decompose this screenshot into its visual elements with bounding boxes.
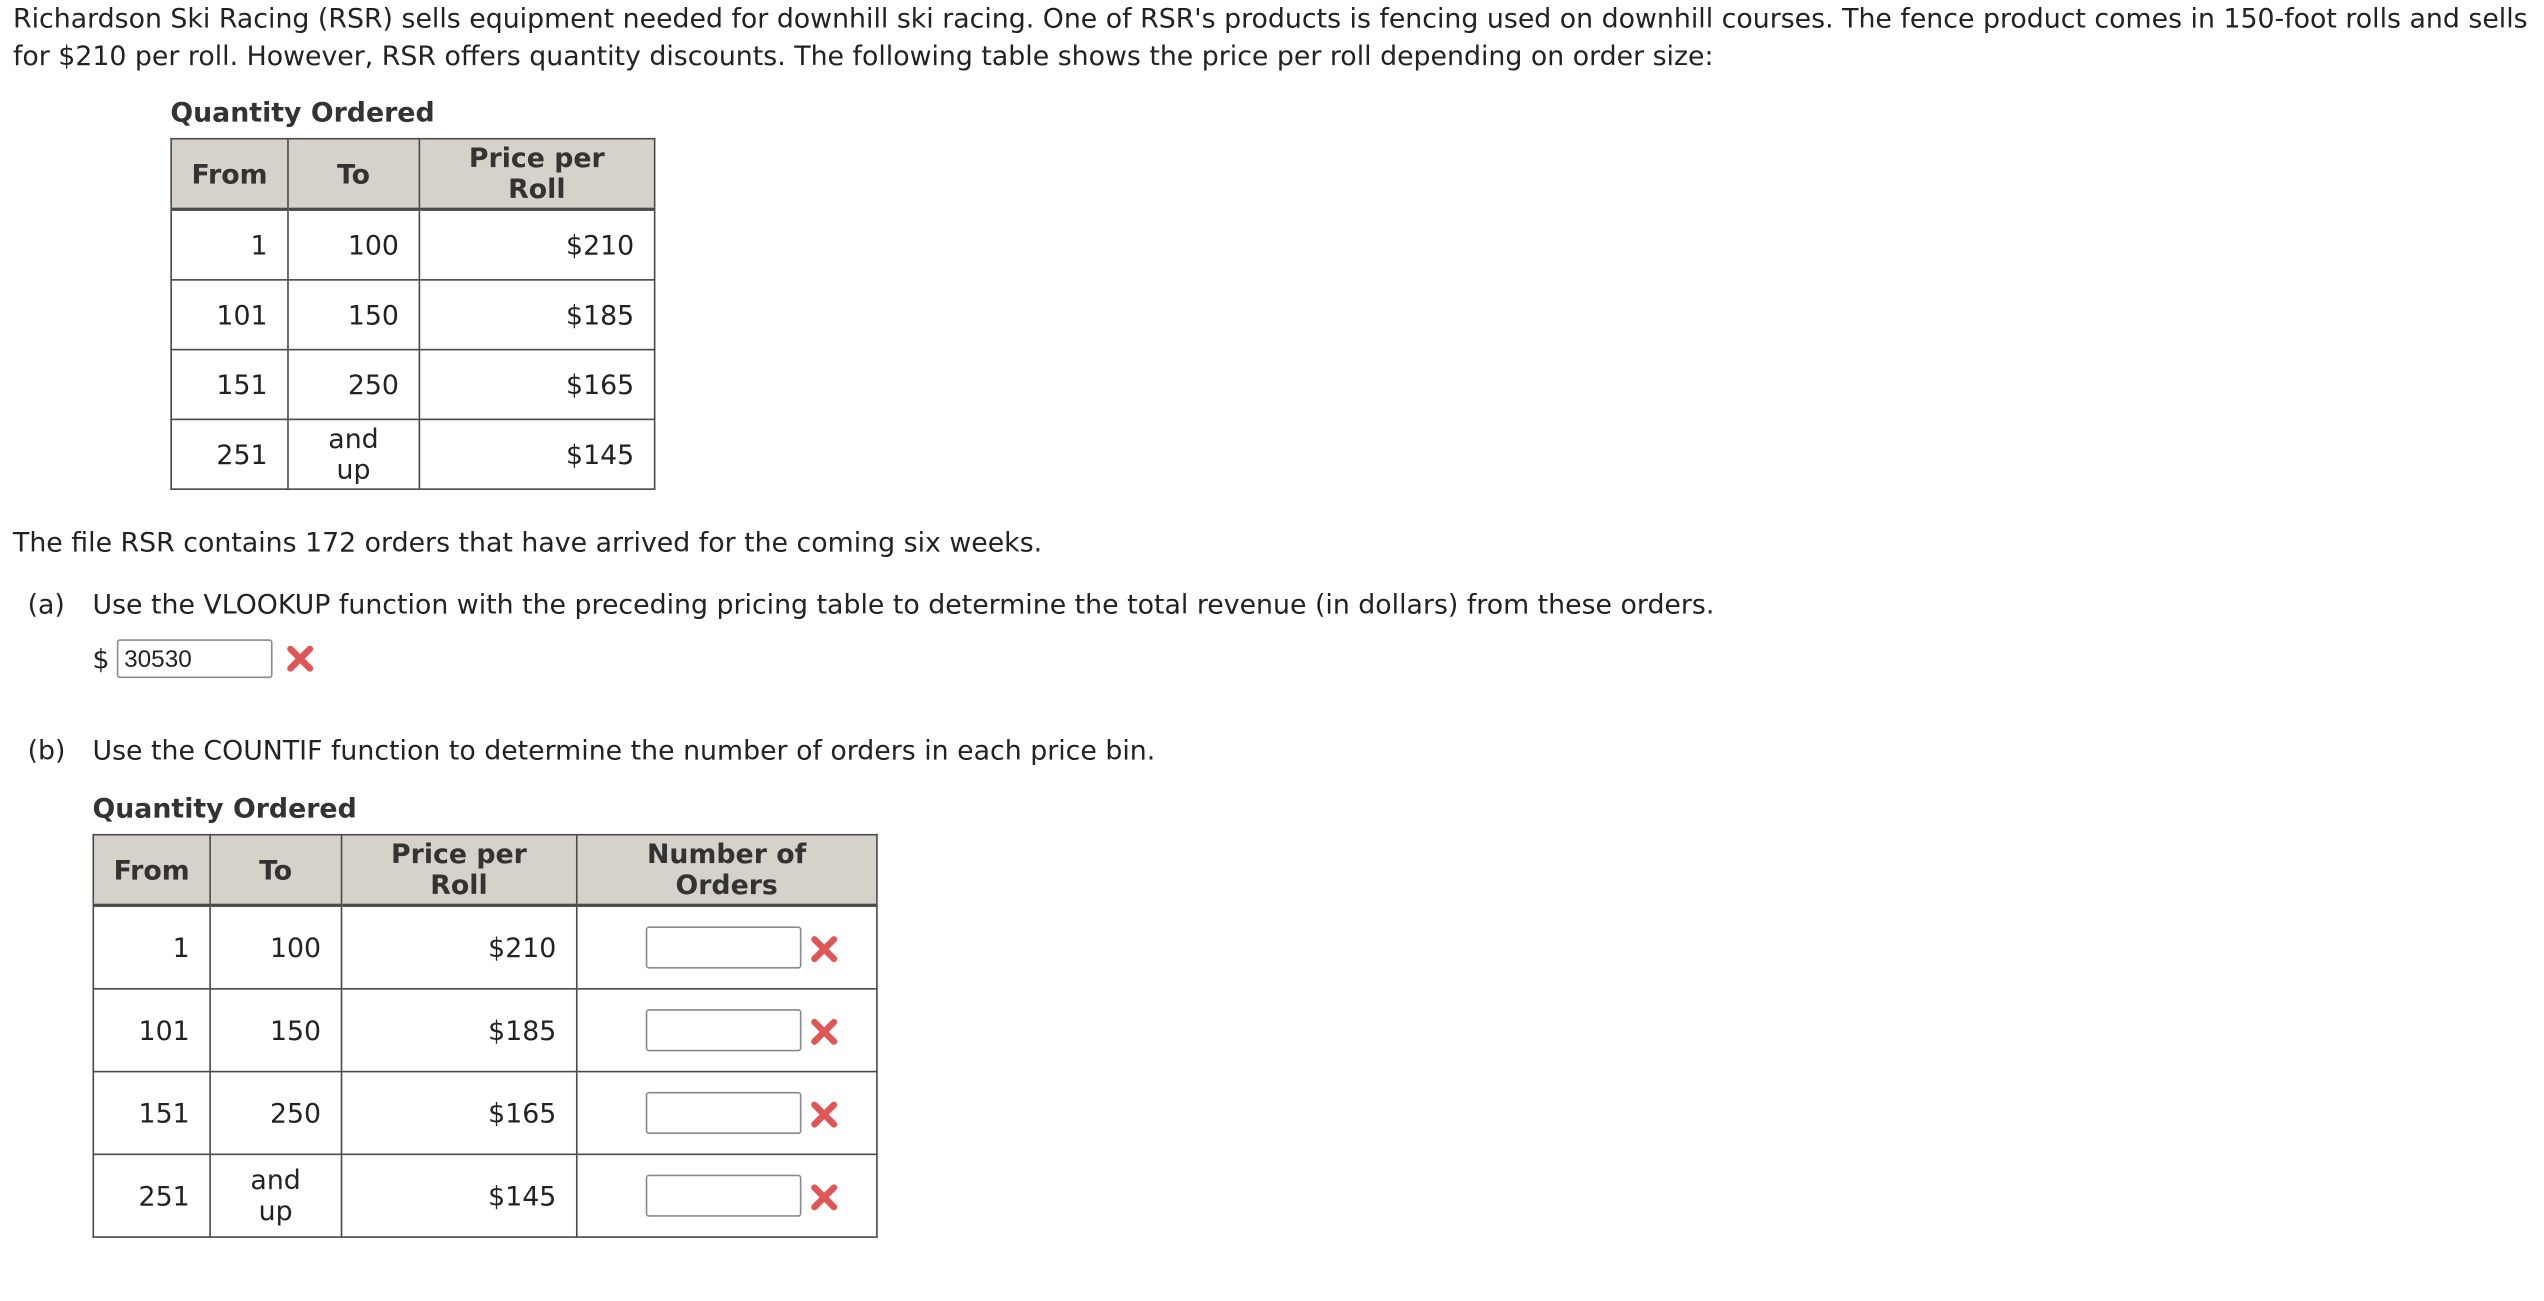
header-price-per-roll: Price per Roll	[341, 835, 576, 906]
pricing-table-header-row	[171, 139, 654, 210]
cell-number-of-orders	[577, 989, 877, 1072]
header-to: To	[210, 835, 341, 906]
incorrect-x-icon	[809, 1017, 838, 1046]
cell-to: 250	[288, 350, 419, 420]
part-a-answer-row	[92, 636, 313, 681]
cell-price: $210	[341, 905, 576, 989]
table-row	[171, 419, 654, 489]
cell-from: 251	[171, 419, 288, 489]
table-row	[171, 209, 654, 280]
orders-count-input[interactable]	[646, 1175, 802, 1217]
cell-to: and up	[210, 1154, 341, 1237]
header-from: From	[171, 139, 288, 210]
cell-number-of-orders	[577, 1154, 877, 1237]
cell-from: 251	[93, 1154, 210, 1237]
cell-price: $210	[419, 209, 654, 280]
cell-to: 100	[288, 209, 419, 280]
part-b-label: (b)	[27, 734, 66, 766]
cell-price: $165	[419, 350, 654, 420]
header-number-of-orders: Number of Orders	[577, 835, 877, 906]
intro-text: Richardson Ski Racing (RSR) sells equipment needed for downhill ski racing. One of RSR's products is fencing used on downhill courses. The fence product comes in 150-foot rolls and sells for $210 per roll. However, RSR offers quantity discounts. The following table shows the price per roll depending on order size:	[12, 3, 2528, 72]
cell-number-of-orders	[577, 905, 877, 989]
cell-to: 250	[210, 1072, 341, 1155]
header-to: To	[288, 139, 419, 210]
cell-price: $185	[341, 989, 576, 1072]
cell-from: 1	[93, 905, 210, 989]
table-row	[171, 280, 654, 350]
table-row	[93, 1072, 876, 1155]
cell-price: $165	[341, 1072, 576, 1155]
cell-from: 151	[93, 1072, 210, 1155]
orders-count-input[interactable]	[646, 926, 802, 968]
part-b-question: Use the COUNTIF function to determine the number of orders in each price bin.	[92, 734, 1156, 766]
cell-price: $145	[341, 1154, 576, 1237]
cell-number-of-orders	[577, 1072, 877, 1155]
cell-price: $185	[419, 280, 654, 350]
orders-table	[92, 834, 877, 1238]
orders-table-caption: Quantity Ordered	[92, 793, 357, 825]
orders-table-header-row	[93, 835, 876, 906]
incorrect-x-icon	[285, 644, 314, 673]
part-a-question: Use the VLOOKUP function with the preceding pricing table to determine the total revenue (in dollars) from these orders.	[92, 588, 1715, 620]
cell-to: 150	[288, 280, 419, 350]
table-row	[171, 350, 654, 420]
table-row	[93, 905, 876, 989]
incorrect-x-icon	[809, 1100, 838, 1129]
header-price-per-roll: Price per Roll	[419, 139, 654, 210]
cell-to: 150	[210, 989, 341, 1072]
cell-price: $145	[419, 419, 654, 489]
cell-from: 101	[93, 989, 210, 1072]
total-revenue-input[interactable]	[116, 639, 272, 678]
orders-count-input[interactable]	[646, 1092, 802, 1134]
cell-to: 100	[210, 905, 341, 989]
table-row	[93, 1154, 876, 1237]
currency-symbol: $	[92, 643, 110, 675]
incorrect-x-icon	[809, 1183, 838, 1212]
pricing-table	[170, 138, 655, 490]
incorrect-x-icon	[809, 935, 838, 964]
table-row	[93, 989, 876, 1072]
part-a-label: (a)	[27, 588, 65, 620]
cell-to: and up	[288, 419, 419, 489]
cell-from: 101	[171, 280, 288, 350]
cell-from: 1	[171, 209, 288, 280]
header-from: From	[93, 835, 210, 906]
cell-from: 151	[171, 350, 288, 420]
file-note: The file RSR contains 172 orders that have arrived for the coming six weeks.	[12, 527, 1043, 559]
pricing-table-caption: Quantity Ordered	[170, 97, 435, 129]
orders-count-input[interactable]	[646, 1009, 802, 1051]
